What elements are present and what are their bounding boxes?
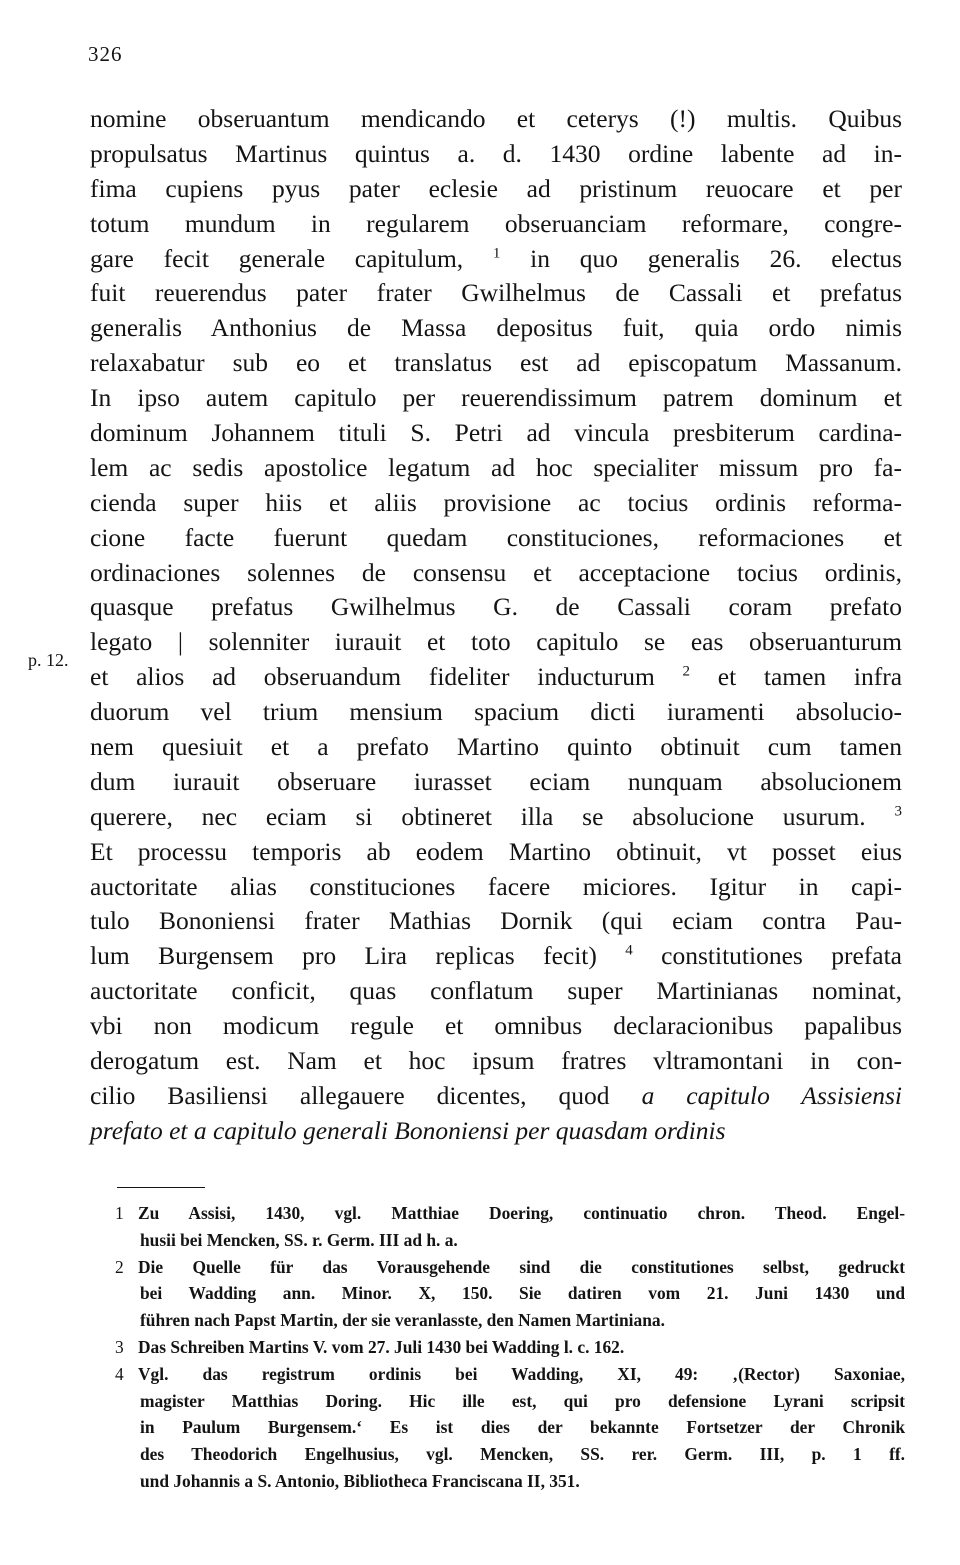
body-line-text: et alios ad obseruandum fideliter inducturum (90, 662, 655, 692)
body-line: dum iurauit obseruare iurasset eciam nunquam absolucionem (90, 766, 902, 796)
body-line-text: et tamen infra (690, 662, 903, 692)
body-line (90, 800, 902, 835)
footnote-4-cont: des Theodorich Engelhusius, vgl. Mencken, SS. rer. Germ. III, p. 1 ff. (140, 1444, 905, 1465)
footnote-text: Zu Assisi, 1430, vgl. Matthiae Doering, continuatio chron. Theod. Engel- (138, 1203, 905, 1223)
footnote-mark: 1 (492, 245, 501, 262)
body-line: quasque prefatus Gwilhelmus G. de Cassali coram prefato (90, 592, 902, 622)
footnote-number: 4 (115, 1363, 124, 1384)
footnote-4-cont: in Paulum Burgensem.‘ Es ist dies der bekannte Fortsetzer der Chronik (140, 1417, 905, 1438)
footnote-4 (115, 1361, 905, 1388)
footnote-number: 2 (115, 1256, 124, 1277)
footnote-number: 3 (115, 1336, 124, 1357)
footnote-number: 1 (115, 1203, 124, 1223)
body-line-text: querere, nec eciam si obtineret illa se absolucione usurum. (90, 801, 866, 831)
body-line (90, 660, 902, 695)
body-line: lem ac sedis apostolice legatum ad hoc specialiter missum pro fa- (90, 452, 902, 482)
margin-note: p. 12. (28, 650, 69, 670)
footnote-4-cont: magister Matthias Doring. Hic ille est, qui pro defensione Lyrani scripsit (140, 1390, 905, 1411)
body-line: Et processu temporis ab eodem Martino obtinuit, vt posset eius (90, 836, 902, 866)
body-line (90, 1079, 902, 1114)
body-line: auctoritate conficit, quas conflatum super Martinianas nominat, (90, 976, 902, 1006)
body-line: totum mundum in regularem obseruanciam reformare, congre- (90, 208, 902, 238)
footnote-rule (117, 1187, 205, 1188)
body-line (90, 1114, 902, 1149)
footnote-text: Das Schreiben Martins V. vom 27. Juli 1430 bei Wadding l. c. 162. (138, 1336, 625, 1357)
body-line-text: cilio Basiliensi allegauere dicentes, quod (90, 1080, 610, 1110)
body-line: propulsatus Martinus quintus a. d. 1430 ordine labente ad in- (90, 138, 902, 168)
body-line-text: constitutiones prefata (632, 941, 902, 971)
footnote-2-cont: bei Wadding ann. Minor. X, 150. Sie datiren vom 21. Juni 1430 und (140, 1283, 905, 1304)
footnote-3 (115, 1334, 905, 1361)
body-line: auctoritate alias constituciones facere miciores. Igitur in capi- (90, 871, 902, 901)
footnote-mark: 3 (894, 803, 902, 820)
body-line: nem quesiuit et a prefato Martino quinto obtinuit cum tamen (90, 732, 902, 762)
body-line: ordinaciones solennes de consensu et acceptacione tocius ordinis, (90, 557, 902, 587)
body-line-text: gare fecit generale capitulum, (90, 243, 464, 273)
body-line: cione facte fuerunt quedam constituciones, reformaciones et (90, 522, 902, 552)
page-number: 326 (88, 42, 123, 66)
footnotes (115, 1200, 905, 1495)
body-line: generalis Anthonius de Massa depositus fuit, quia ordo nimis (90, 313, 902, 343)
body-line: nomine obseruantum mendicando et ceterys (!) multis. Quibus (90, 104, 902, 133)
body-line: duorum vel trium mensium spacium dicti iuramenti absolucio- (90, 697, 902, 727)
body-line: legato | solenniter iurauit et toto capitulo se eas obseruanturum (90, 627, 902, 657)
footnote-1 (115, 1200, 905, 1227)
body-line: fima cupiens pyus pater eclesie ad pristinum reuocare et per (90, 173, 902, 203)
body-line: relaxabatur sub eo et translatus est ad episcopatum Massanum. (90, 348, 902, 378)
body-line-text: lum Burgensem pro Lira replicas fecit) (90, 941, 597, 971)
footnote-mark: 4 (625, 942, 633, 959)
body-line (90, 939, 902, 974)
body-line: vbi non modicum regule et omnibus declaracionibus papalibus (90, 1011, 902, 1041)
body-line: In ipso autem capitulo per reuerendissimum patrem dominum et (90, 383, 902, 413)
body-line: tulo Bononiensi frater Mathias Dornik (qui eciam contra Pau- (90, 906, 902, 936)
footnote-4-cont: und Johannis a S. Antonio, Bibliotheca Franciscana II, 351. (140, 1470, 580, 1491)
body-line-italic: prefato et a capitulo generali Bononiensi per quasdam ordinis (90, 1115, 726, 1145)
footnote-text: Vgl. das registrum ordinis bei Wadding, XI, 49: ‚(Rector) Saxoniae, (138, 1363, 905, 1384)
footnote-mark: 2 (682, 663, 691, 680)
body-line-italic: a capitulo Assisiensi (641, 1080, 903, 1110)
footnote-2 (115, 1254, 905, 1281)
footnote-2-cont: führen nach Papst Martin, der sie veranlasste, den Namen Martiniana. (140, 1310, 665, 1331)
body-line: derogatum est. Nam et hoc ipsum fratres vltramontani in con- (90, 1046, 902, 1076)
footnote-1-cont: husii bei Mencken, SS. r. Germ. III ad h. a. (140, 1229, 458, 1250)
body-line: dominum Johannem tituli S. Petri ad vincula presbiterum cardina- (90, 418, 902, 448)
footnote-text: Die Quelle für das Vorausgehende sind die constitutiones selbst, gedruckt (138, 1256, 905, 1277)
body-line: cienda super hiis et aliis provisione ac tocius ordinis reforma- (90, 487, 902, 517)
body-line (90, 242, 902, 277)
body-line: fuit reuerendus pater frater Gwilhelmus de Cassali et prefatus (90, 278, 902, 308)
body-text (90, 102, 902, 1149)
body-line-text: in quo generalis 26. electus (500, 243, 903, 273)
